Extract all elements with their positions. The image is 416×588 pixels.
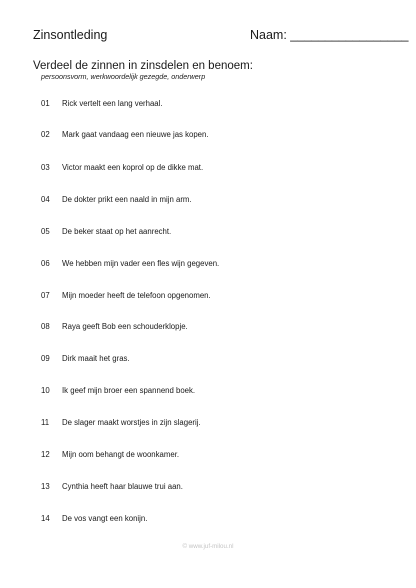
sentence-text: Victor maakt een koprol op de dikke mat. xyxy=(62,163,204,172)
worksheet-title: Zinsontleding xyxy=(33,28,108,42)
sentence-number: 02 xyxy=(41,130,50,139)
sentence-text: De vos vangt een konijn. xyxy=(62,514,148,523)
sentence-number: 10 xyxy=(41,386,50,395)
sentence-number: 03 xyxy=(41,163,50,172)
sentence-row xyxy=(0,417,416,429)
sentence-row xyxy=(0,513,416,525)
sentence-text: Mark gaat vandaag een nieuwe jas kopen. xyxy=(62,130,209,139)
sentence-row xyxy=(0,481,416,493)
sentence-text: Mijn oom behangt de woonkamer. xyxy=(62,450,180,459)
sentence-text: Rick vertelt een lang verhaal. xyxy=(62,99,163,108)
instruction-text: Verdeel de zinnen in zinsdelen en benoem: xyxy=(33,60,253,72)
sentence-number: 05 xyxy=(41,227,50,236)
sentence-text: De dokter prikt een naald in mijn arm. xyxy=(62,195,192,204)
sentence-number: 07 xyxy=(41,291,50,300)
instruction-subtext: persoonsvorm, werkwoordelijk gezegde, onderwerp xyxy=(41,72,206,81)
sentence-row xyxy=(0,290,416,302)
sentence-text: De slager maakt worstjes in zijn slagerij. xyxy=(62,418,201,427)
sentence-row xyxy=(0,258,416,270)
sentence-number: 14 xyxy=(41,514,50,523)
sentence-row xyxy=(0,194,416,206)
sentence-text: We hebben mijn vader een fles wijn gegeven. xyxy=(62,259,220,268)
sentence-text: Cynthia heeft haar blauwe trui aan. xyxy=(62,482,183,491)
sentence-row xyxy=(0,353,416,365)
sentence-number: 09 xyxy=(41,354,50,363)
sentence-number: 06 xyxy=(41,259,50,268)
sentence-row xyxy=(0,449,416,461)
sentence-row xyxy=(0,98,416,110)
sentence-row xyxy=(0,385,416,397)
sentence-row xyxy=(0,321,416,333)
sentence-text: De beker staat op het aanrecht. xyxy=(62,227,172,236)
sentence-number: 13 xyxy=(41,482,50,491)
sentence-text: Mijn moeder heeft de telefoon opgenomen. xyxy=(62,291,211,300)
sentence-number: 08 xyxy=(41,322,50,331)
copyright-footer: © www.juf-milou.nl xyxy=(182,543,234,550)
sentence-row xyxy=(0,129,416,141)
sentence-row xyxy=(0,226,416,238)
sentence-text: Dirk maait het gras. xyxy=(62,354,130,363)
sentence-text: Ik geef mijn broer een spannend boek. xyxy=(62,386,196,395)
name-field-label: Naam: _________________ xyxy=(250,28,409,42)
sentence-number: 12 xyxy=(41,450,50,459)
sentence-number: 11 xyxy=(41,418,50,427)
sentence-row xyxy=(0,162,416,174)
sentence-number: 01 xyxy=(41,99,50,108)
sentence-number: 04 xyxy=(41,195,50,204)
sentence-text: Raya geeft Bob een schouderklopje. xyxy=(62,322,188,331)
